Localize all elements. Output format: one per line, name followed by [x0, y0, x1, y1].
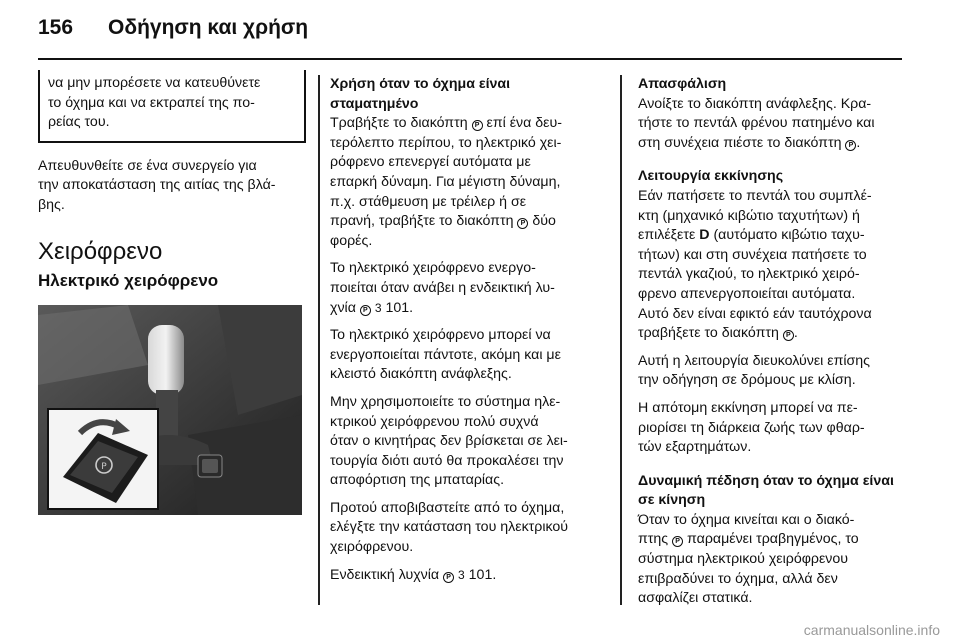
- paragraph-apply: Τραβήξτε το διακόπτη P επί ένα δευ- τερόλεπτο περίπου, το ηλεκτρικό χει- ρόφρενο επενεργεί αυτόματα με επαρκή δύναμη. Για μέγιστη δύναμη, π.χ. στάθμευση με τρέιλερ ή σε πρανή, τραβήξτε το διακόπτη P δύο φορές.: [330, 115, 562, 249]
- page-title: Οδήγηση και χρήση: [108, 16, 309, 39]
- paragraph-wear: Η απότομη εκκίνηση μπορεί να πε- ριορίσει τη διάρκεια ζωής των φθαρ- τών εξαρτημάτων.: [638, 399, 865, 456]
- column-divider-1: [318, 75, 320, 605]
- column-divider-2: [620, 75, 622, 605]
- column-3: [638, 75, 908, 617]
- parking-brake-icon: P: [672, 536, 683, 547]
- parking-brake-icon: P: [443, 572, 454, 583]
- paragraph-release: Ανοίξτε το διακόπτη ανάφλεξης. Κρα- τήστε το πεντάλ φρένου πατημένο και στη συνέχεια πιέστε το διακόπτη P .: [638, 95, 875, 151]
- subheading-dynamic-braking: Δυναμική πέδηση όταν το όχημα είναι σε κίνηση: [638, 472, 894, 509]
- parking-brake-icon: P: [472, 120, 483, 131]
- paragraph-drive-away: Εάν πατήσετε το πεντάλ του συμπλέ- κτη (μηχανικό κιβώτιο ταχυτήτων) ή επιλέξετε D (αυτόματο κιβώτιο ταχυ- τήτων) και στη συνέχεια πατήσετε το πεντάλ γκαζιού, το ηλεκτρικό χειρό- φρενο απενεργοποιείται αυτόματα. Αυτό δεν είναι εφικτό εάν ταυτόχρονα τραβήξετε το διακόπτη P .: [638, 187, 872, 342]
- parking-brake-icon: P: [517, 218, 528, 229]
- paragraph-indicator: Το ηλεκτρικό χειρόφρενο ενεργο- ποιείται όταν ανάβει η ενδεικτική λυ- χνία P 3 101.: [330, 260, 555, 316]
- subheading-release: Απασφάλιση: [638, 76, 727, 92]
- paragraph-battery: Μην χρησιμοποιείτε το σύστημα ηλε- κτρικού χειρόφρενου πολύ συχνά όταν ο κινητήρας δεν βρίσκεται σε λει- τουργία διότι αυτό θα προκαλέσει την αποφόρτιση της μπαταρίας.: [330, 393, 568, 489]
- paragraph-check: Προτού αποβιβαστείτε από το όχημα, ελέγξτε την κατάσταση του ηλεκτρικού χειρόφρενου.: [330, 499, 569, 556]
- paragraph-dynamic-braking: Όταν το όχημα κινείται και ο διακό- πτης P παραμένει τραβηγμένος, το σύστημα ηλεκτρικού χειρόφρενου επιβραδύνει το όχημα, αλλά δεν ασφαλίζει στατικά.: [638, 511, 859, 607]
- page-reference-icon: 3: [374, 300, 382, 315]
- section-heading: Χειρόφρενο: [38, 237, 163, 265]
- subheading-stationary: Χρήση όταν το όχημα είναι σταματημένο: [330, 76, 511, 112]
- subsection-heading: Ηλεκτρικό χειρόφρενο: [38, 271, 219, 291]
- column-1: [38, 70, 306, 515]
- parking-brake-icon: P: [845, 140, 856, 151]
- subheading-drive-away: Λειτουργία εκκίνησης: [638, 168, 784, 185]
- parking-brake-icon: P: [360, 305, 371, 316]
- paragraph-lamp-ref: Ενδεικτική λυχνία P 3 101.: [330, 566, 497, 583]
- column-2: [330, 75, 606, 593]
- page-reference-icon: 3: [458, 567, 465, 582]
- paragraph-slopes: Αυτή η λειτουργία διευκολύνει επίσης την οδήγηση σε δρόμους με κλίση.: [638, 352, 871, 389]
- page-number: 156: [38, 16, 74, 39]
- header-rule: [38, 58, 902, 60]
- parking-brake-photo: [38, 305, 302, 515]
- watermark: carmanualsonline.info: [803, 622, 940, 638]
- workshop-paragraph: Απευθυνθείτε σε ένα συνεργείο για την αποκατάσταση της αιτίας της βλά- βης.: [38, 157, 276, 213]
- svg-text:P: P: [101, 461, 107, 472]
- parking-brake-icon: P: [783, 330, 794, 341]
- warning-box: [38, 70, 306, 143]
- paragraph-always: Το ηλεκτρικό χειρόφρενο μπορεί να ενεργοποιείται πάντοτε, ακόμη και με κλειστό διακόπτη ανάφλεξης.: [330, 327, 561, 383]
- warning-text: να μην μπορέσετε να κατευθύνετε το όχημα και να εκτραπεί της πο- ρείας του.: [48, 75, 261, 131]
